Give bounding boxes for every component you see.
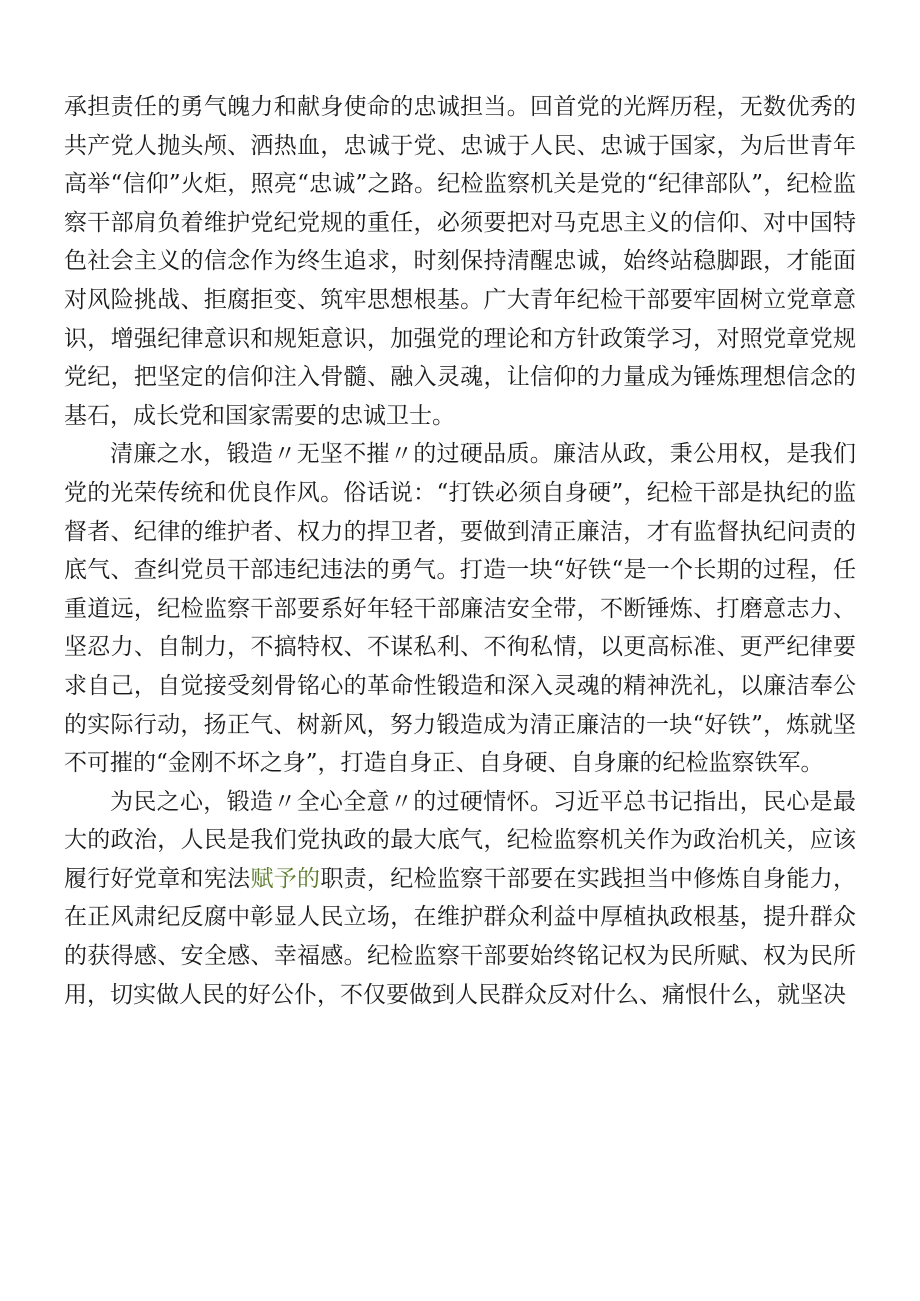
paragraph-text: 为民之心，锻造〃全心全意〃的过硬情怀。习近平总书记指出，民心是最大的政治，人民是我们党执政的最大底气，纪检监察机关作为政治机关，应该履行好党章和宪法 [64, 788, 856, 892]
paragraph-text: 职责，纪检监察干部要在实践担当中修炼自身能力，在正风肃纪反腐中彰显人民立场，在维护群众利益中厚植执政根基，提升群众的获得感、安全感、幸福感。纪检监察干部要始终铭记权为民所赋、权为民所用，切实做人民的好公仆，不仅要做到人民群众反对什么、痛恨什么，就坚决 [64, 865, 857, 1008]
highlighted-text: 赋予的 [250, 865, 321, 892]
paragraph-2 [64, 435, 856, 782]
paragraph-1 [64, 88, 856, 435]
document-page [64, 88, 856, 1014]
paragraph-text: 清廉之水，锻造〃无坚不摧〃的过硬品质。廉洁从政，秉公用权，是我们党的光荣传统和优良作风。俗话说：“打铁必须自身硬”，纪检干部是执纪的监督者、纪律的维护者、权力的捍卫者，要做到清正廉洁，才有监督执纪问责的底气、查纠党员干部违纪违法的勇气。打造一块“好铁“是一个长期的过程，任重道远，纪检监察干部要系好年轻干部廉洁安全带，不断锤炼、打磨意志力、坚忍力、自制力，不搞特权、不谋私利、不徇私情，以更高标准、更严纪律要求自己，自觉接受刻骨铭心的革命性锻造和深入灵魂的精神洗礼，以廉洁奉公的实际行动，扬正气、树新风，努力锻造成为清正廉洁的一块“好铁”，炼就坚不可摧的“金刚不坏之身”，打造自身正、自身硬、自身廉的纪检监察铁军。 [64, 441, 856, 777]
paragraph-text: 承担责任的勇气魄力和献身使命的忠诚担当。回首党的光辉历程，无数优秀的共产党人抛头颅、洒热血，忠诚于党、忠诚于人民、忠诚于国家，为后世青年高举“信仰”火炬，照亮“忠诚”之路。纪检监察机关是党的“纪律部队”，纪检监察干部肩负着维护党纪党规的重任，必须要把对马克思主义的信仰、对中国特色社会主义的信念作为终生追求，时刻保持清醒忠诚，始终站稳脚跟，才能面对风险挑战、拒腐拒变、筑牢思想根基。广大青年纪检干部要牢固树立党章意识，增强纪律意识和规矩意识，加强党的理论和方针政策学习，对照党章党规党纪，把坚定的信仰注入骨髓、融入灵魂，让信仰的力量成为锤炼理想信念的基石，成长党和国家需要的忠诚卫士。 [64, 94, 856, 429]
paragraph-3 [64, 783, 856, 1015]
